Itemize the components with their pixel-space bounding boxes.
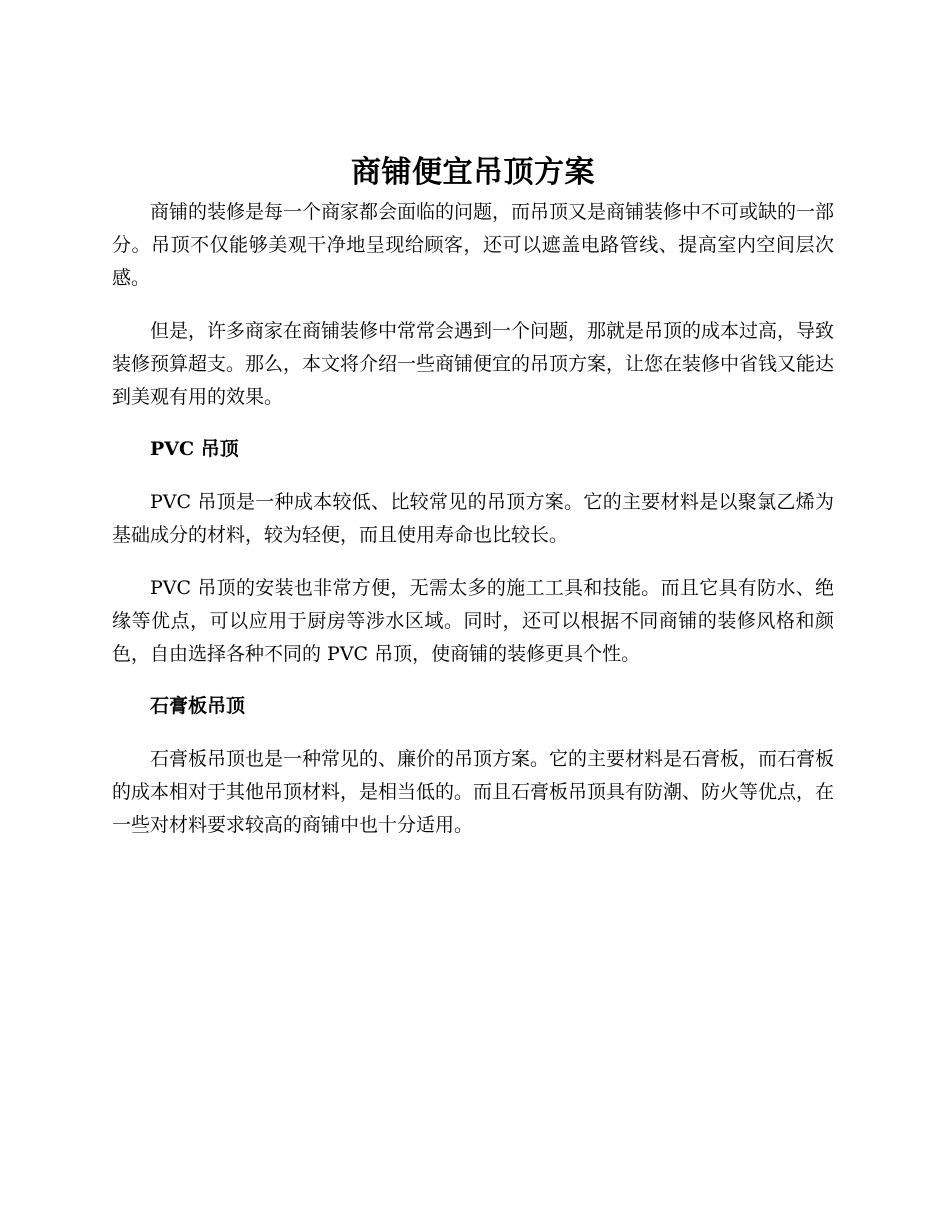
paragraph-intro-2: 但是，许多商家在商铺装修中常常会遇到一个问题，那就是吊顶的成本过高，导致装修预算超支。那么，本文将介绍一些商铺便宜的吊顶方案，让您在装修中省钱又能达到美观有用的效果。 [112,320,835,408]
paragraph-pvc-1: PVC 吊顶是一种成本较低、比较常见的吊顶方案。它的主要材料是以聚氯乙烯为基础成分的材料，较为轻便，而且使用寿命也比较长。 [112,491,834,546]
section-heading-pvc: PVC 吊顶 [150,438,239,460]
paragraph-gypsum-1: 石膏板吊顶也是一种常见的、廉价的吊顶方案。它的主要材料是石膏板，而石膏板的成本相对于其他吊顶材料，是相当低的。而且石膏板吊顶具有防潮、防火等优点，在一些对材料要求较高的商铺中也十分适用。 [112,748,835,836]
document-page [112,150,834,842]
paragraph-intro-1: 商铺的装修是每一个商家都会面临的问题，而吊顶又是商铺装修中不可或缺的一部分。吊顶不仅能够美观干净地呈现给顾客，还可以遮盖电路管线、提高室内空间层次感。 [112,201,835,289]
paragraph-pvc-2: PVC 吊顶的安装也非常方便，无需太多的施工工具和技能。而且它具有防水、绝缘等优点，可以应用于厨房等涉水区域。同时，还可以根据不同商铺的装修风格和颜色，自由选择各种不同的 PVC 吊顶，使商铺的装修更具个性。 [112,577,834,665]
document-title: 商铺便宜吊顶方案 [351,155,595,190]
section-heading-gypsum: 石膏板吊顶 [150,695,246,717]
